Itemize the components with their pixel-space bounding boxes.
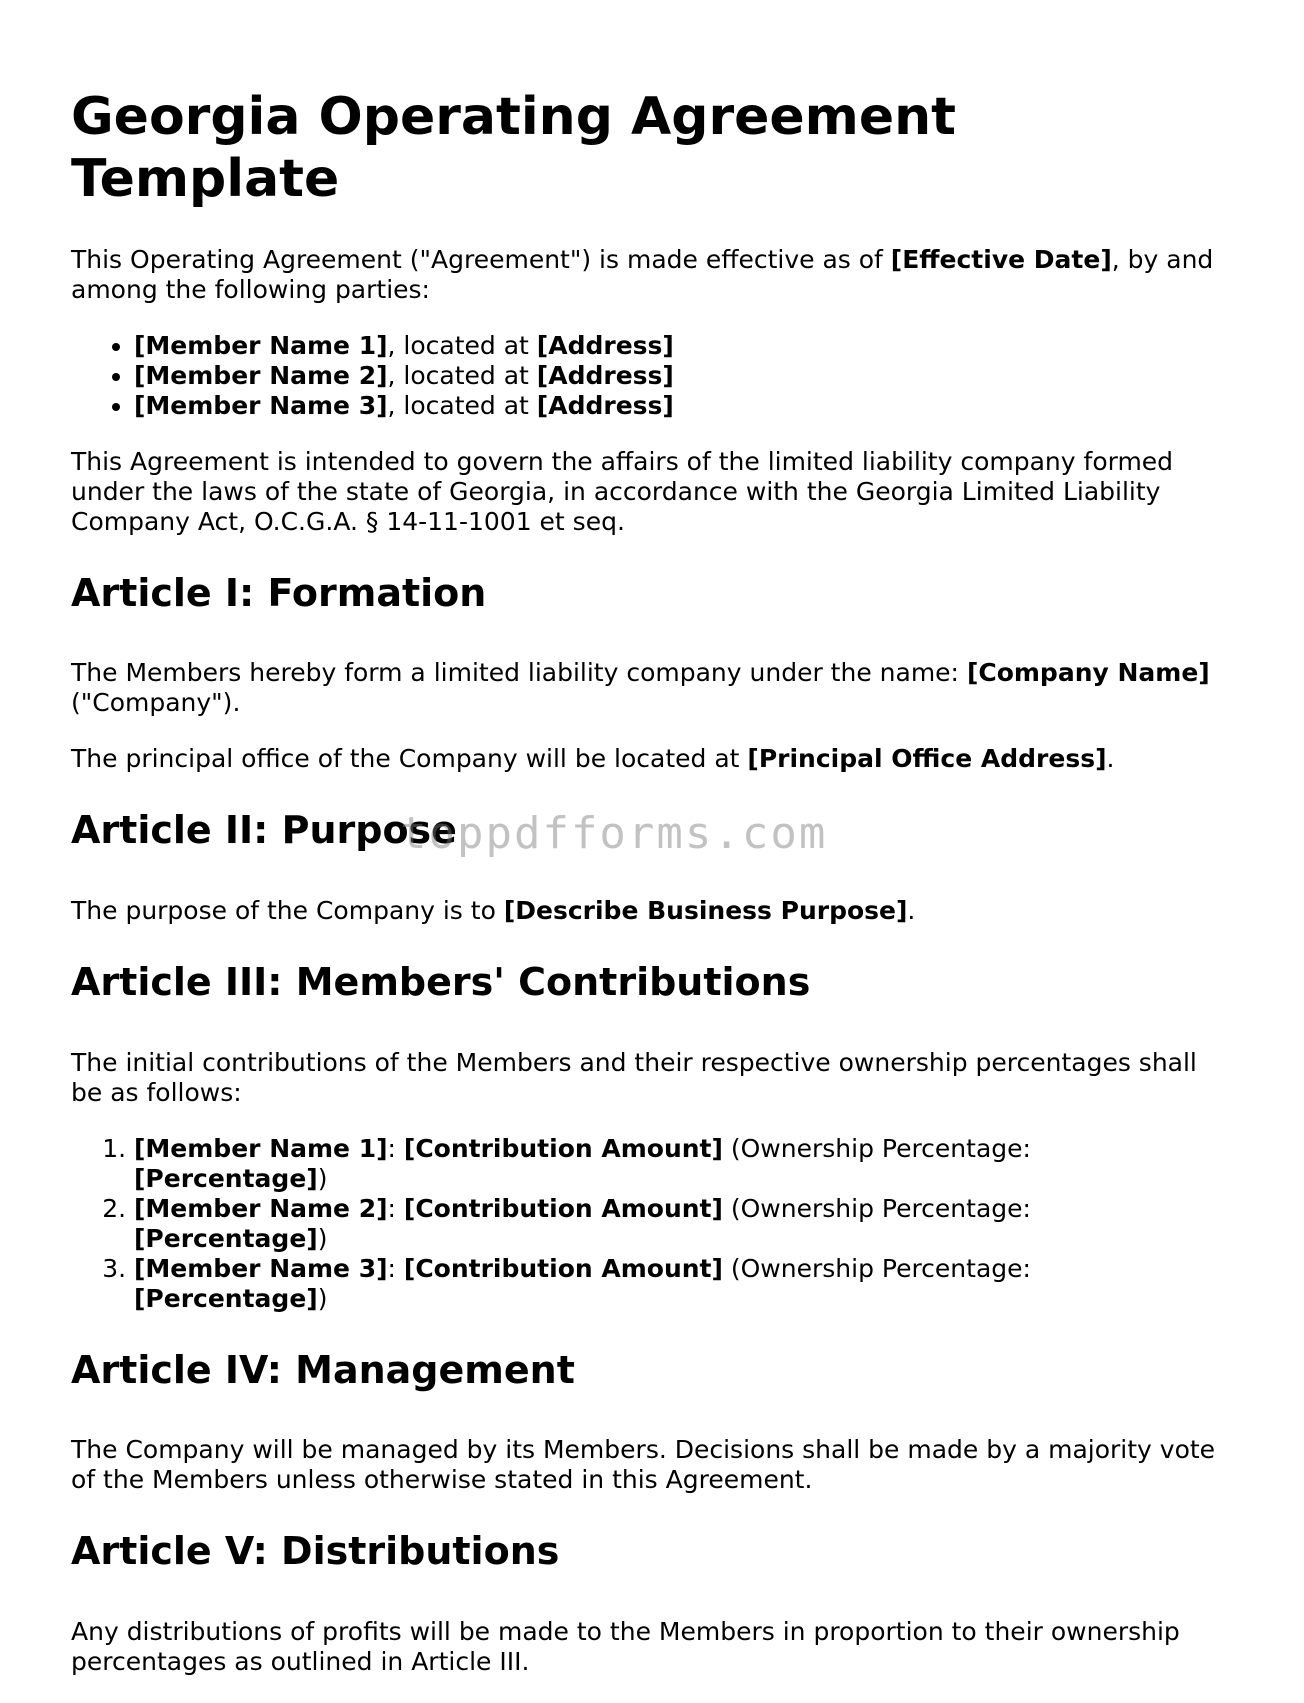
party-connector: , located at bbox=[387, 390, 537, 420]
intro-paragraph bbox=[71, 245, 1231, 305]
ownership-label: (Ownership Percentage: bbox=[722, 1253, 1031, 1283]
close-paren: ) bbox=[317, 1163, 328, 1193]
formation-paragraph bbox=[71, 658, 1231, 718]
governing-paragraph: This Agreement is intended to govern the affairs of the limited liability company formed under the laws of the state of Georgia, in accordance with the Georgia Limited Liability Company Act, O.C.G.A. § 14-11-1001 et seq. bbox=[71, 446, 1174, 536]
office-text: The principal office of the Company will be located at bbox=[71, 744, 748, 774]
list-item bbox=[134, 1194, 1231, 1254]
office-paragraph bbox=[71, 744, 1231, 774]
close-paren: ) bbox=[317, 1283, 328, 1313]
formation-text-after: ("Company"). bbox=[71, 688, 241, 718]
company-name-placeholder: [Company Name] bbox=[966, 658, 1210, 688]
contributions-intro: The initial contributions of the Members and their respective ownership percentages shall be as follows: bbox=[71, 1047, 1197, 1107]
member-name-placeholder: [Member Name 1] bbox=[134, 1133, 388, 1163]
ownership-label: (Ownership Percentage: bbox=[722, 1133, 1031, 1163]
contribution-amount-placeholder: [Contribution Amount] bbox=[403, 1133, 723, 1163]
party-connector: , located at bbox=[387, 360, 537, 390]
parties-list bbox=[71, 331, 1231, 421]
watermark-text: toppdfforms.com bbox=[400, 808, 828, 859]
close-paren: ) bbox=[317, 1223, 328, 1253]
member-name-placeholder: [Member Name 1] bbox=[134, 330, 388, 360]
ownership-label: (Ownership Percentage: bbox=[722, 1193, 1031, 1223]
list-item bbox=[134, 391, 1231, 421]
address-placeholder: [Address] bbox=[536, 330, 674, 360]
party-connector: , located at bbox=[387, 330, 537, 360]
distributions-paragraph: Any distributions of profits will be made to the Members in proportion to their ownership percentages as outlined in Article III. bbox=[71, 1616, 1180, 1676]
address-placeholder: [Address] bbox=[536, 360, 674, 390]
article-5-heading: Article V: Distributions bbox=[71, 1529, 560, 1574]
article-1-heading: Article I: Formation bbox=[71, 570, 487, 615]
intro-text-before: This Operating Agreement ("Agreement") is made effective as of bbox=[71, 244, 891, 274]
contributions-list bbox=[71, 1134, 1231, 1314]
address-placeholder: [Address] bbox=[536, 390, 674, 420]
separator: : bbox=[387, 1133, 404, 1163]
list-item bbox=[134, 1134, 1231, 1194]
document-title: Georgia Operating Agreement Template bbox=[71, 87, 956, 210]
contribution-amount-placeholder: [Contribution Amount] bbox=[403, 1253, 723, 1283]
member-name-placeholder: [Member Name 3] bbox=[134, 390, 388, 420]
separator: : bbox=[387, 1253, 404, 1283]
list-item bbox=[134, 331, 1231, 361]
office-address-placeholder: [Principal Office Address] bbox=[747, 744, 1107, 774]
percentage-placeholder: [Percentage] bbox=[134, 1223, 318, 1253]
article-4-heading: Article IV: Management bbox=[71, 1347, 575, 1392]
member-name-placeholder: [Member Name 2] bbox=[134, 1193, 388, 1223]
separator: : bbox=[387, 1193, 404, 1223]
article-2-heading: Article II: Purpose bbox=[71, 808, 457, 853]
member-name-placeholder: [Member Name 3] bbox=[134, 1253, 388, 1283]
formation-text: The Members hereby form a limited liability company under the name: bbox=[71, 658, 967, 688]
effective-date-placeholder: [Effective Date] bbox=[890, 244, 1112, 274]
office-text-after: . bbox=[1106, 744, 1115, 774]
purpose-text-after: . bbox=[907, 895, 916, 925]
purpose-placeholder: [Describe Business Purpose] bbox=[503, 895, 908, 925]
purpose-paragraph bbox=[71, 896, 1231, 926]
intro-text-after: , by and among the following parties: bbox=[71, 244, 1214, 304]
management-paragraph: The Company will be managed by its Members. Decisions shall be made by a majority vote of the Members unless otherwise stated in this Agreement. bbox=[71, 1435, 1216, 1495]
percentage-placeholder: [Percentage] bbox=[134, 1283, 318, 1313]
purpose-text: The purpose of the Company is to bbox=[71, 895, 504, 925]
percentage-placeholder: [Percentage] bbox=[134, 1163, 318, 1193]
member-name-placeholder: [Member Name 2] bbox=[134, 360, 388, 390]
article-3-heading: Article III: Members' Contributions bbox=[71, 959, 811, 1004]
document-page bbox=[71, 86, 1231, 1703]
list-item bbox=[134, 1254, 1231, 1314]
list-item bbox=[134, 361, 1231, 391]
contribution-amount-placeholder: [Contribution Amount] bbox=[403, 1193, 723, 1223]
